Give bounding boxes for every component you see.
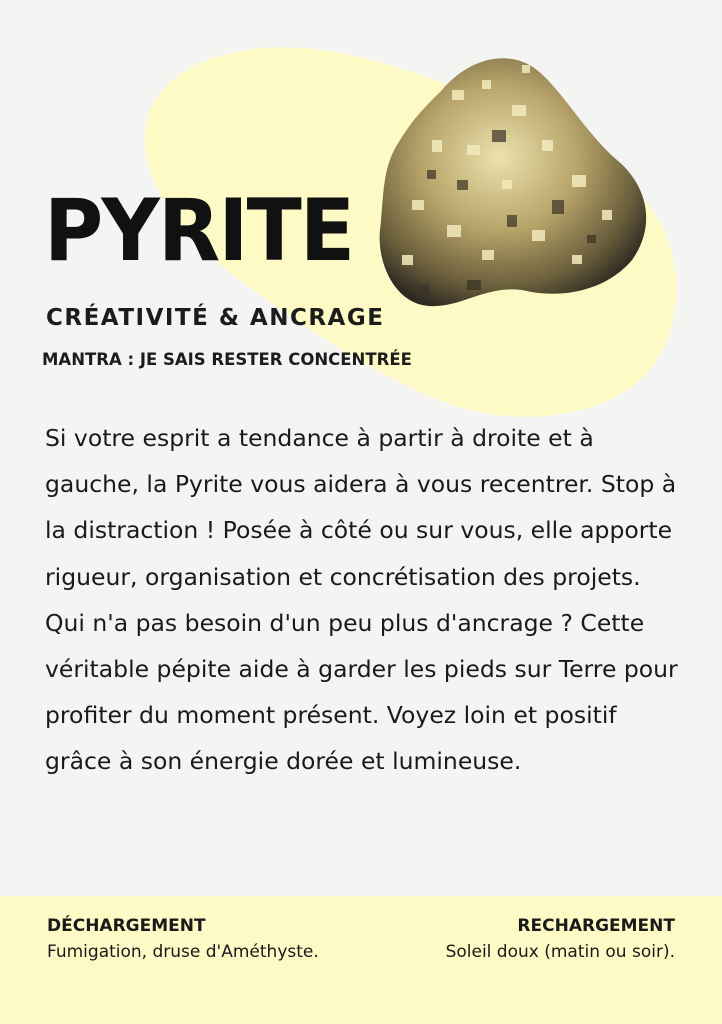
- page-title: PYRITE: [44, 181, 354, 281]
- description-paragraph: Si votre esprit a tendance à partir à droite et à gauche, la Pyrite vous aidera à vous recentrer. Stop à la distraction ! Posée à côté ou sur vous, elle apporte rigueur, organisation et concrétisation des projets. Qui n'a pas besoin d'un peu plus d'ancrage ? Cette véritable pépite aide à garder les pieds sur Terre pour profiter du moment présent. Voyez loin et positif grâce à son énergie dorée et lumineuse.: [45, 424, 678, 776]
- pyrite-mineral-image: [372, 50, 656, 318]
- recharge-label: RECHARGEMENT: [517, 916, 675, 936]
- discharge-value: Fumigation, druse d'Améthyste.: [47, 942, 319, 962]
- discharge-section: [47, 916, 319, 962]
- mantra: MANTRA : JE SAIS RESTER CONCENTRÉE: [42, 350, 412, 369]
- recharge-section: [446, 916, 675, 962]
- subtitle: CRÉATIVITÉ & ANCRAGE: [46, 305, 385, 331]
- discharge-label: DÉCHARGEMENT: [47, 916, 206, 936]
- recharge-value: Soleil doux (matin ou soir).: [445, 942, 675, 962]
